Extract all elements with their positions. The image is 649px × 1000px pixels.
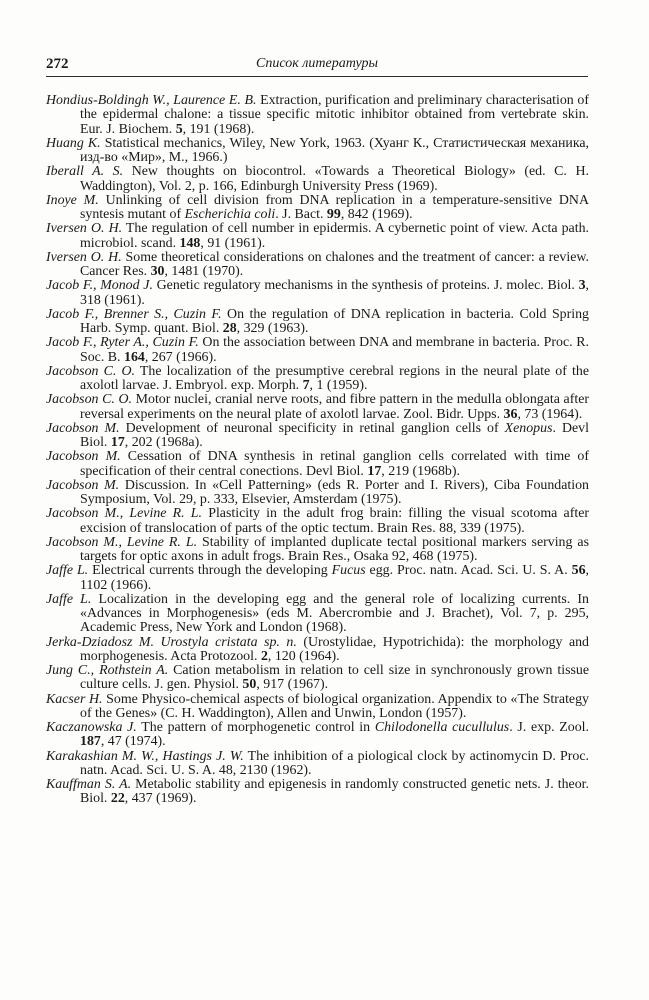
- reference-entry: [46, 251, 589, 280]
- ref-pages-year: , 329 (1963).: [236, 321, 309, 336]
- ref-text: Localization in the developing egg and the general role of localizing currents. In «Advances in Morphogenesis» (eds M. Abercrombie and J. Brachet), Vol. 7, p. 295, Academic Press, New York and London (1968).: [80, 591, 589, 636]
- running-title: Список литературы: [256, 56, 378, 71]
- ref-authors: Iberall A. S.: [46, 164, 124, 180]
- ref-authors: Karakashian M. W., Hastings J. W.: [46, 748, 244, 764]
- reference-entry: [46, 750, 589, 779]
- ref-volume: 7: [302, 378, 310, 393]
- ref-text: Genetic regulatory mechanisms in the synthesis of proteins. J. molec. Biol.: [152, 278, 579, 294]
- ref-authors: Jacobson M., Levine R. L.: [46, 534, 198, 550]
- ref-pages-year: , 1102 (1966).: [80, 563, 590, 593]
- reference-entry: [46, 479, 589, 508]
- ref-authors: Kaczanowska J.: [46, 720, 137, 735]
- ref-text: Unlinking of cell division from DNA replication in a temperature-sensitive DNA syntesis mutant of: [80, 192, 589, 222]
- reference-entry: [46, 564, 589, 593]
- ref-pages-year: , 437 (1969).: [124, 791, 197, 807]
- ref-volume: 22: [110, 791, 125, 807]
- ref-volume: 17: [110, 435, 125, 450]
- reference-entry: [46, 137, 589, 166]
- ref-authors: Jung C., Rothstein A.: [46, 663, 169, 678]
- reference-entry: [46, 222, 589, 251]
- ref-authors: Jacobson M.: [46, 449, 121, 465]
- ref-text: Some theoretical considerations on chalones and the treatment of cancer: a review. Cancer Res.: [80, 249, 589, 279]
- reference-entry: [46, 450, 589, 479]
- ref-pages-year: , 202 (1968a).: [124, 435, 203, 450]
- ref-text-cont: . J. Bact.: [275, 207, 327, 222]
- ref-authors: Iversen O. H.: [46, 221, 123, 237]
- ref-volume: 2: [260, 648, 268, 664]
- ref-text: The pattern of morphogenetic control in: [136, 720, 375, 735]
- reference-entry: [46, 721, 589, 750]
- ref-volume: 187: [80, 734, 101, 750]
- ref-pages-year: , 219 (1968b).: [381, 463, 460, 479]
- reference-entry: [46, 778, 589, 807]
- ref-volume: 5: [175, 121, 183, 137]
- ref-italic-title: Urostyla cristata sp. n.: [153, 634, 297, 650]
- ref-authors: Jacobson M.: [46, 420, 120, 436]
- ref-pages-year: , 91 (1961).: [200, 235, 266, 251]
- ref-authors: Jaffe L.: [46, 563, 89, 579]
- ref-volume: 56: [571, 563, 586, 579]
- ref-authors: Hondius-Boldingh W., Laurence E. B.: [46, 93, 257, 108]
- ref-text: Extraction, purification and preliminary characterisation of the epidermal chalone: a tissue specific mitotic inhibitor obtained from vertebrate skin. Eur. J. Biochem.: [80, 93, 589, 137]
- ref-authors: Inoye M.: [46, 192, 99, 208]
- ref-pages-year: , 47 (1974).: [100, 734, 166, 750]
- ref-italic-term: Xenopus: [504, 420, 553, 436]
- ref-text: Cation metabolism in relation to cell size in synchronously grown tissue culture cells. J. gen. Physiol.: [80, 663, 589, 693]
- reference-entry: [46, 507, 589, 536]
- ref-text: On the regulation of DNA replication in bacteria. Cold Spring Harb. Symp. quant. Biol.: [80, 306, 589, 336]
- reference-entry: [46, 365, 589, 394]
- ref-pages-year: , 917 (1967).: [256, 677, 329, 693]
- reference-entry: [46, 664, 589, 693]
- ref-volume: 17: [367, 463, 382, 479]
- ref-volume: 3: [578, 278, 586, 294]
- ref-text: Electrical currents through the developing: [88, 563, 332, 579]
- reference-entry: [46, 593, 589, 636]
- ref-text: Motor nuclei, cranial nerve roots, and fibre pattern in the medulla oblongata after reversal experiments on the neural plate of axolotl larvae. Zool. Bidr. Upps.: [80, 392, 589, 422]
- ref-pages-year: , 842 (1969).: [340, 207, 413, 222]
- ref-text-cont: egg. Proc. natn. Acad. Sci. U. S. A.: [365, 563, 572, 579]
- ref-text: On the association between DNA and membrane in bacteria. Proc. R. Soc. B.: [80, 335, 589, 365]
- ref-italic-term: Escherichia coli: [184, 207, 276, 222]
- ref-italic-term: Chilodonella cucullulus: [374, 720, 510, 735]
- ref-authors: Huang K.: [46, 135, 101, 151]
- ref-text: Discussion. In «Cell Patterning» (eds R. Porter and I. Rivers), Ciba Foundation Symposium, Vol. 29, p. 333, Elsevier, Amsterdam (1975).: [80, 477, 590, 507]
- ref-authors: Jacobson M.: [46, 477, 120, 493]
- ref-pages-year: , 318 (1961).: [80, 278, 589, 308]
- ref-authors: Kauffman S. A.: [46, 777, 132, 792]
- reference-entry: [46, 422, 589, 451]
- reference-entry: [46, 194, 589, 223]
- ref-pages-year: , 1481 (1970).: [164, 264, 244, 279]
- page-number: 272: [46, 56, 69, 72]
- reference-list: [46, 94, 589, 807]
- reference-entry: [46, 636, 589, 665]
- ref-authors: Jacobson C. O.: [46, 363, 136, 379]
- ref-text: Development of neuronal specificity in retinal ganglion cells of: [119, 420, 505, 436]
- ref-volume: 148: [179, 235, 201, 251]
- ref-text-cont: . J. exp. Zool.: [509, 720, 589, 735]
- ref-text: Stability of implanted duplicate tectal positional markers serving as targets for optic axons in adult frogs. Brain Res., Osaka 92, 468 (1975).: [80, 534, 589, 564]
- ref-authors: Jerka-Dziadosz M.: [46, 634, 154, 650]
- reference-entry: [46, 94, 589, 137]
- ref-text: The localization of the presumptive cerebral regions in the neural plate of the axolotl larvae. J. Embryol. exp. Morph.: [80, 363, 589, 393]
- ref-text: Cessation of DNA synthesis in retinal ganglion cells correlated with time of specification of their central conections. Devl Biol.: [80, 449, 589, 479]
- ref-volume: 30: [150, 264, 165, 279]
- ref-authors: Jacobson C. O.: [46, 392, 132, 408]
- ref-text: Statistical mechanics, Wiley, New York, 1963. (Хуанг К., Статистическая механика, изд-во «Мир», М., 1966.): [80, 135, 589, 165]
- ref-text: (Urostylidae, Hypotrichida): the morphology and morphogenesis. Acta Protozool.: [80, 634, 590, 664]
- ref-pages-year: , 73 (1964).: [517, 406, 583, 422]
- reference-entry: [46, 693, 589, 722]
- ref-text: New thoughts on biocontrol. «Towards a Theoretical Biology» (ed. C. H. Waddington), Vol. 2, p. 166, Edinburgh University Press (1969).: [80, 164, 589, 194]
- ref-authors: Iversen O. H.: [46, 249, 122, 265]
- reference-entry: [46, 165, 589, 194]
- reference-entry: [46, 279, 589, 308]
- ref-authors: Jacob F., Ryter A., Cuzin F.: [46, 335, 199, 351]
- reference-entry: [46, 308, 589, 337]
- ref-pages-year: , 120 (1964).: [267, 648, 340, 664]
- reference-entry: [46, 393, 589, 422]
- ref-authors: Jacob F., Brenner S., Cuzin F.: [46, 306, 222, 322]
- ref-text: The inhibition of a piological clock by actinomycin D. Proc. natn. Acad. Sci. U. S. A. 48, 2130 (1962).: [80, 748, 589, 778]
- page-header: [46, 56, 588, 77]
- ref-pages-year: , 1 (1959).: [309, 378, 368, 393]
- ref-text: Metabolic stability and epigenesis in randomly constructed genetic nets. J. theor. Biol.: [80, 777, 589, 807]
- ref-volume: 28: [222, 321, 237, 336]
- ref-volume: 164: [124, 349, 145, 365]
- ref-text: The regulation of cell number in epidermis. A cybernetic point of view. Acta path. microbiol. scand.: [80, 221, 589, 251]
- reference-entry: [46, 336, 589, 365]
- ref-authors: Jacobson M., Levine R. L.: [46, 506, 203, 522]
- ref-pages-year: , 191 (1968).: [182, 121, 255, 137]
- ref-italic-term: Fucus: [331, 563, 366, 579]
- ref-authors: Jaffe L.: [46, 591, 92, 607]
- ref-volume: 99: [326, 207, 341, 222]
- reference-entry: [46, 536, 589, 565]
- ref-authors: Kacser H.: [46, 691, 103, 707]
- ref-text-cont: . Devl Biol.: [80, 420, 589, 450]
- ref-volume: 50: [242, 677, 257, 693]
- ref-authors: Jacob F., Monod J.: [46, 278, 153, 294]
- ref-text: Some Physico-chemical aspects of biological organization. Appendix to «The Strategy of the Genes» (C. H. Waddington), Allen and Unwin, London (1957).: [80, 691, 589, 721]
- ref-pages-year: , 267 (1966).: [144, 349, 217, 365]
- ref-text: Plasticity in the adult frog brain: filling the visual scotoma after excision of translocation of parts of the optic tectum. Brain Res. 88, 339 (1975).: [80, 506, 589, 536]
- ref-volume: 36: [503, 406, 518, 422]
